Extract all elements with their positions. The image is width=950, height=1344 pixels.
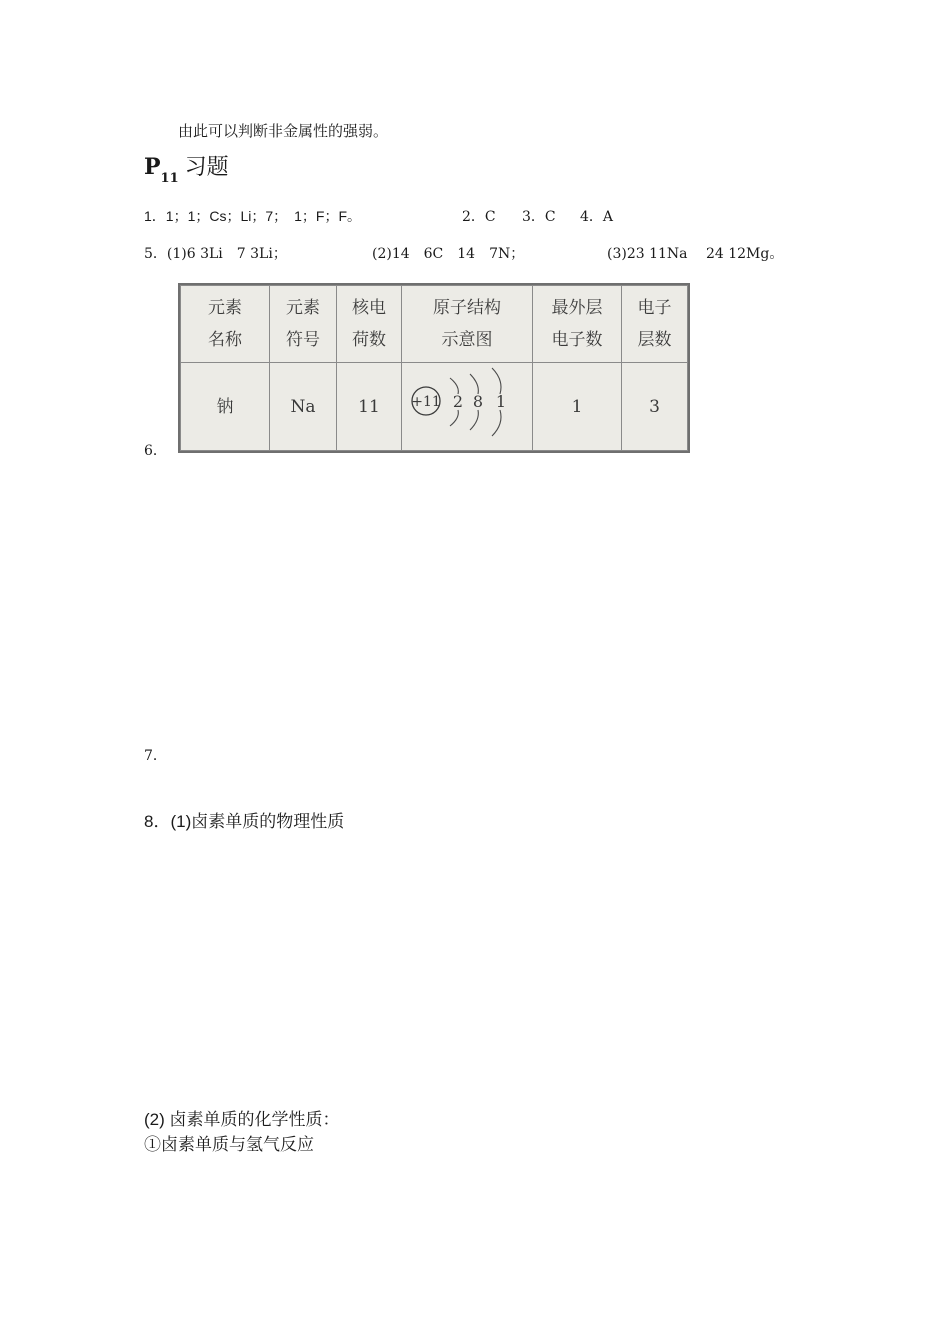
table-row: [181, 363, 688, 451]
answer-q1: 1．1；1；Cs；Li；7； 1；F；F。: [144, 208, 362, 224]
answer-q2: 2．C: [462, 209, 496, 225]
heading-title: 习题: [184, 155, 229, 180]
electron-layers-cell: 3: [622, 363, 688, 451]
nuclear-charge-cell: 11: [337, 363, 402, 451]
heading-subscript: 11: [160, 171, 179, 186]
element-symbol-cell: Na: [270, 363, 337, 451]
answer-q4: 4．A: [580, 209, 614, 225]
answer-q8-part2-item1: ①卤素单质与氢气反应: [144, 1135, 314, 1154]
answer-q8-part1: 8．(1)卤素单质的物理性质: [144, 812, 345, 831]
header-cell: 核电 荷数: [337, 286, 402, 363]
header-cell: 元素 名称: [181, 286, 270, 363]
shell-arc: [470, 374, 478, 394]
shell-arc: [492, 368, 501, 394]
nucleus-label: +11: [411, 394, 441, 410]
sodium-atom-diagram: [408, 364, 526, 438]
heading-prefix: P: [144, 154, 161, 180]
header-cell: 元素 符号: [270, 286, 337, 363]
answer-q5-part1: 5．(1)6 3Li 7 3Li；: [144, 246, 287, 262]
answer-q3: 3．C: [522, 209, 556, 225]
table-header-row: [181, 286, 688, 363]
answer-q5-part2: (2)14 6C 14 7N；: [372, 246, 525, 262]
header-cell: 原子结构 示意图: [402, 286, 533, 363]
shell-arc: [450, 410, 458, 426]
intro-line: 由此可以判断非金属性的强弱。: [178, 122, 389, 140]
header-cell: 最外层 电子数: [533, 286, 622, 363]
outer-electrons-cell: 1: [533, 363, 622, 451]
answer-q7-number: 7．: [144, 748, 167, 764]
atom-diagram-cell: [402, 363, 533, 451]
answer-q6-number: 6．: [144, 443, 167, 459]
atom-structure-table: [180, 285, 688, 451]
shell-electron-count: 2: [452, 392, 464, 411]
shell-electron-count: 1: [495, 392, 507, 411]
shell-arc: [470, 410, 478, 430]
header-cell: 电子 层数: [622, 286, 688, 363]
answer-q8-part2: (2) 卤素单质的化学性质：: [144, 1110, 340, 1129]
atom-structure-table-image: [178, 283, 690, 453]
shell-electron-count: 8: [472, 392, 484, 411]
shell-arc: [492, 410, 501, 436]
element-name-cell: 钠: [181, 363, 270, 451]
section-heading: [144, 150, 229, 186]
atom-diagram-svg: [408, 364, 526, 438]
answer-q5-part3: (3)23 11Na 24 12Mg。: [607, 246, 784, 262]
